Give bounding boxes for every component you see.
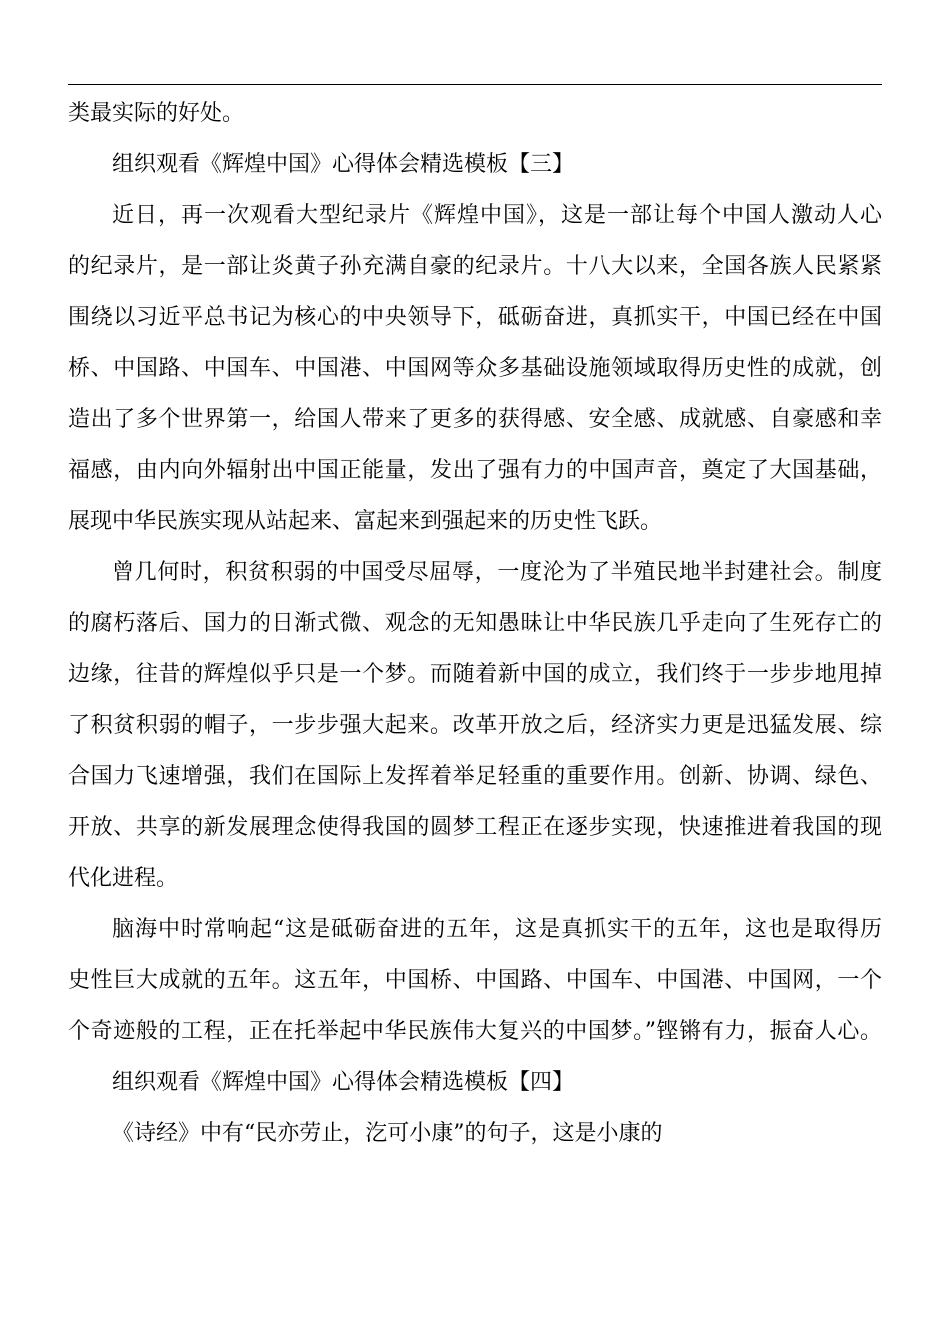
paragraph-line: 《诗经》中有“民亦劳止，汔可小康”的句子，这是小康的 (112, 1121, 663, 1146)
paragraph-line: 围绕以习近平总书记为核心的中央领导下，砥砺奋进，真抓实干，中国已经在中国 (68, 305, 882, 330)
paragraph-line: 曾几何时，积贫积弱的中国受尽屈辱，一度沦为了半殖民地半封建社会。制度 (112, 560, 882, 585)
paragraph-line: 展现中华民族实现从站起来、富起来到强起来的历史性飞跃。 (68, 509, 663, 534)
paragraph-line: 开放、共享的新发展理念使得我国的圆梦工程正在逐步实现，快速推进着我国的现 (68, 815, 882, 840)
paragraph-line: 造出了多个世界第一，给国人带来了更多的获得感、安全感、成就感、自豪感和幸 (68, 407, 882, 432)
paragraph-line: 福感，由内向外辐射出中国正能量，发出了强有力的中国声音，奠定了大国基础， (68, 458, 882, 483)
paragraph-line: 桥、中国路、中国车、中国港、中国网等众多基础设施领域取得历史性的成就，创 (68, 356, 882, 381)
paragraph-line: 近日，再一次观看大型纪录片《辉煌中国》，这是一部让每个中国人激动人心 (112, 203, 882, 228)
document-body (68, 88, 882, 1159)
text-line: 类最实际的好处。 (68, 101, 245, 126)
paragraph-line: 的纪录片，是一部让炎黄子孙充满自豪的纪录片。十八大以来，全国各族人民紧紧 (68, 254, 882, 279)
paragraph-line: 边缘，往昔的辉煌似乎只是一个梦。而随着新中国的成立，我们终于一步步地甩掉 (68, 662, 882, 687)
section-heading-4: 组织观看《辉煌中国》心得体会精选模板【四】 (112, 1070, 575, 1095)
paragraph-line: 合国力飞速增强，我们在国际上发挥着举足轻重的重要作用。创新、协调、绿色、 (68, 764, 882, 789)
header-rule (68, 84, 882, 85)
paragraph-line: 了积贫积弱的帽子，一步步强大起来。改革开放之后，经济实力更是迅猛发展、综 (68, 713, 882, 738)
section-heading-3: 组织观看《辉煌中国》心得体会精选模板【三】 (112, 152, 575, 177)
paragraph-line: 的腐朽落后、国力的日渐式微、观念的无知愚昧让中华民族几乎走向了生死存亡的 (68, 611, 882, 636)
paragraph-line: 史性巨大成就的五年。这五年，中国桥、中国路、中国车、中国港、中国网，一个 (68, 968, 882, 993)
paragraph-line: 代化进程。 (68, 866, 179, 891)
paragraph-line: 脑海中时常响起“这是砥砺奋进的五年，这是真抓实干的五年，这也是取得历 (112, 917, 882, 942)
paragraph-line: 个奇迹般的工程，正在托举起中华民族伟大复兴的中国梦。”铿锵有力，振奋人心。 (68, 1019, 882, 1044)
